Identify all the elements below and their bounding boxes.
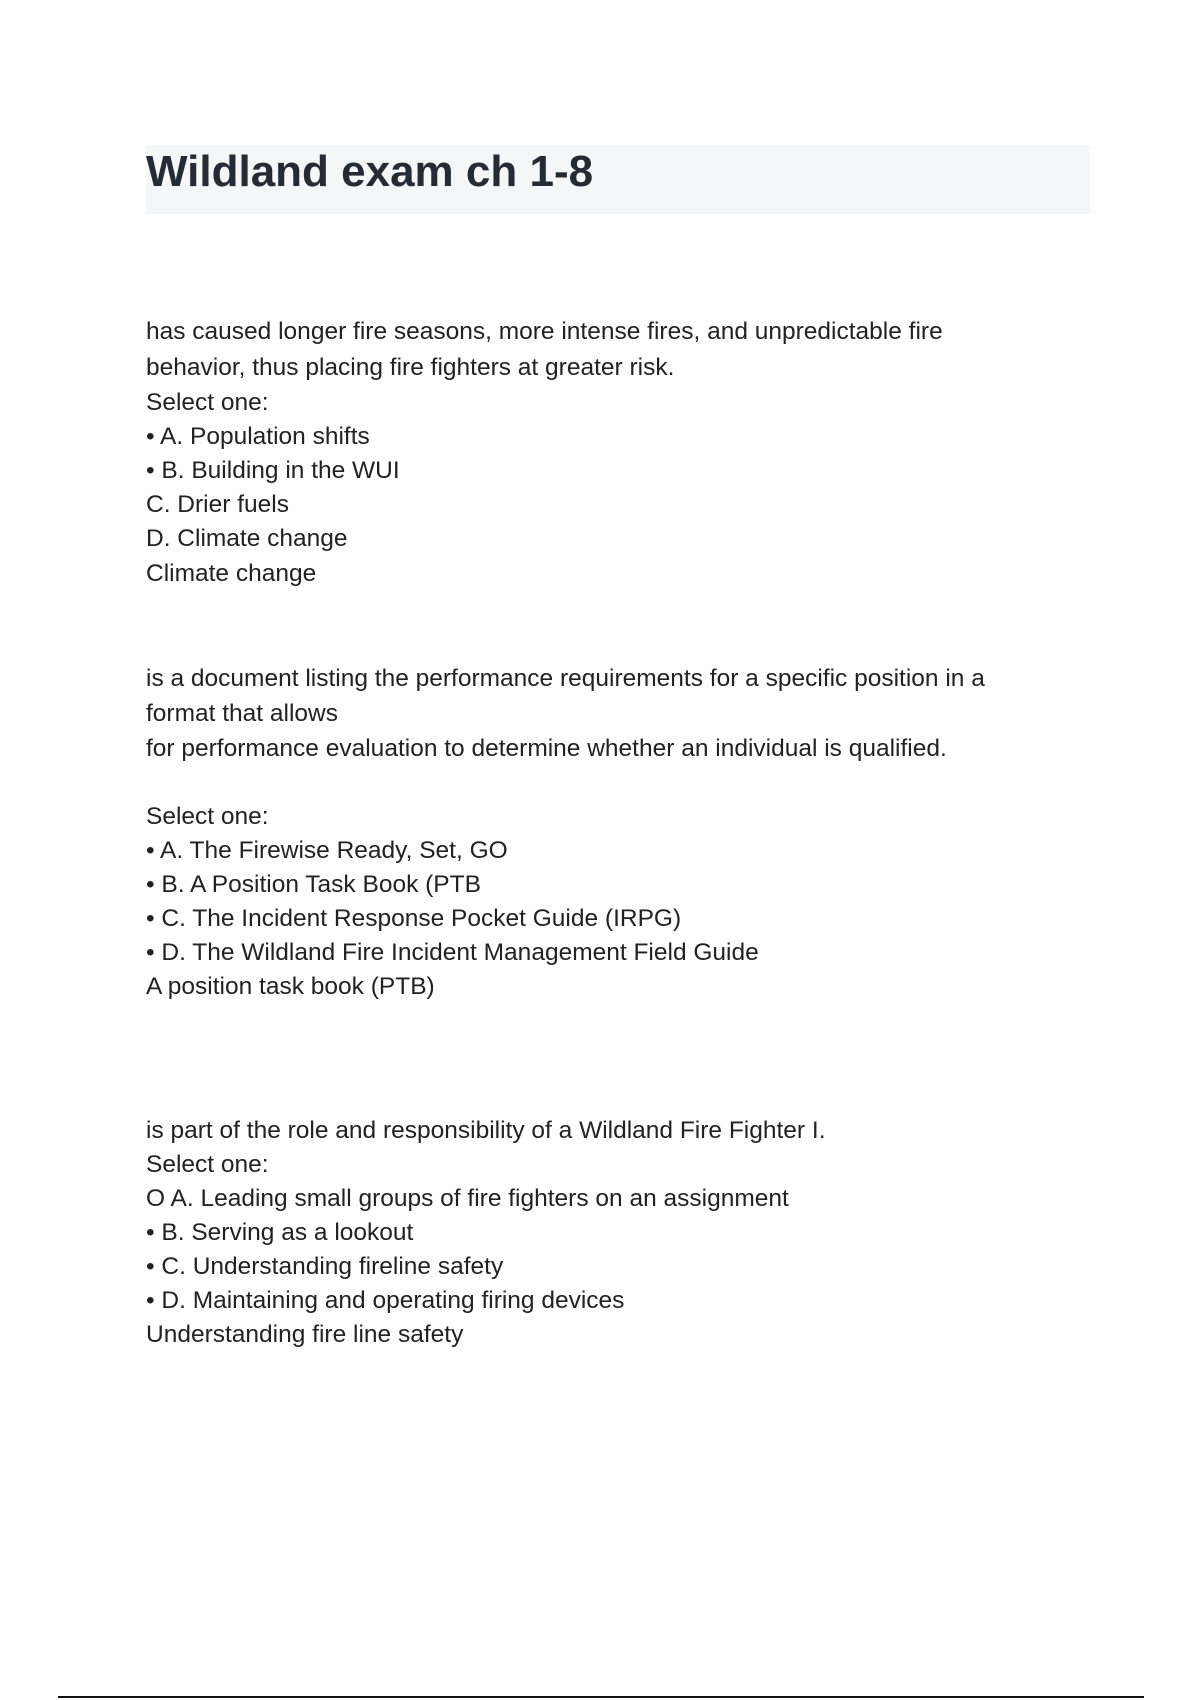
spacer xyxy=(146,766,1086,800)
answer-option: D. Climate change xyxy=(146,525,348,552)
answer-option: • A. Population shifts xyxy=(146,423,370,450)
answer-option: • A. The Firewise Ready, Set, GO xyxy=(146,837,508,864)
answer-option: • D. The Wildland Fire Incident Management Field Guide xyxy=(146,939,759,966)
answer-option: C. Drier fuels xyxy=(146,491,289,518)
select-one-label: Select one: xyxy=(146,389,269,416)
select-one-label: Select one: xyxy=(146,803,269,830)
question-prompt-line: format that allows xyxy=(146,700,338,727)
answer-option: • B. Serving as a lookout xyxy=(146,1219,414,1246)
question-3 xyxy=(146,1114,1086,1352)
answer-option: • C. The Incident Response Pocket Guide (IRPG) xyxy=(146,905,682,932)
document-title: Wildland exam ch 1-8 xyxy=(146,147,594,196)
answer-option: O A. Leading small groups of fire fighters on an assignment xyxy=(146,1185,789,1212)
page-bottom-rule xyxy=(58,1696,1144,1698)
select-one-label: Select one: xyxy=(146,1151,269,1178)
answer-option: • B. Building in the WUI xyxy=(146,457,400,484)
answer-option: • D. Maintaining and operating firing devices xyxy=(146,1287,625,1314)
question-prompt-line: behavior, thus placing fire fighters at greater risk. xyxy=(146,354,675,381)
question-prompt-line: is part of the role and responsibility of a Wildland Fire Fighter I. xyxy=(146,1117,826,1144)
answer-option: • B. A Position Task Book (PTB xyxy=(146,871,481,898)
question-1 xyxy=(146,314,1086,592)
answer-option: • C. Understanding fireline safety xyxy=(146,1253,504,1280)
correct-answer: Climate change xyxy=(146,560,317,587)
question-prompt-line: has caused longer fire seasons, more intense fires, and unpredictable fire xyxy=(146,318,943,345)
question-prompt-line: is a document listing the performance requirements for a specific position in a xyxy=(146,665,985,692)
question-2 xyxy=(146,662,1086,1004)
correct-answer: A position task book (PTB) xyxy=(146,973,435,1000)
question-prompt-line: for performance evaluation to determine whether an individual is qualified. xyxy=(146,735,947,762)
correct-answer: Understanding fire line safety xyxy=(146,1321,464,1348)
